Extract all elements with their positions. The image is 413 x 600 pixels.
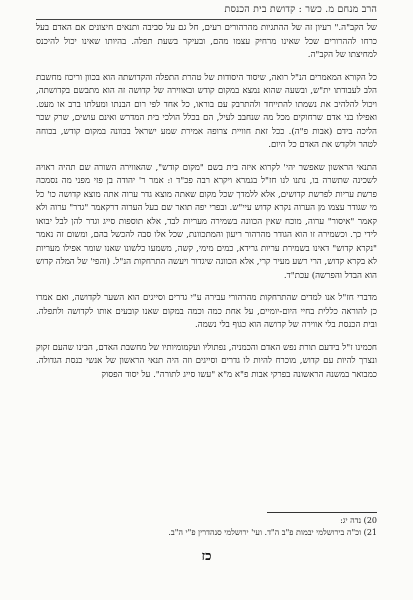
header-rule xyxy=(36,19,377,20)
footnotes xyxy=(36,515,377,539)
paragraph: כל הקורא המאמרים הנ"ל רואה, שיסוד היסודות של טהרת התפלה והקדושתה הוא בכוון וריכוז מחשבת הלב לעבודתו ית"ש, ובשעה שהוא נמצא במקום קודש ובאווירה של קדושה זה הוא מתבשם בקדושתה, ויכול להלהיב את נשמתו להתייחד ולהתרבק עם בוראו, כל אחד לפי רום הבנתו ומעלתו ברב או מעט. ואפילו בני אדם שרחוקים מכל מה שנחבב לעיל, הם בכלל הולכי בית המדרש ואינם עושים, שרק שכר הליכה בידם (אבות פ"ה). ככל זאת חוויית צרופה אמירת שמע ישראל בכוונה במקום קודש, בכוחה לטהר ולקדש את האדם כל היום. xyxy=(36,72,377,150)
paragraph: חכמינו ז"ל בידעם תורת נפש האדם והכמניה, נפתוליו ועקמומיותיו של מחשבת האדם, הבינו שהעם זקוק ונצרך להיות עם קדוש, מוכרח להיות לו גדרים וסייגים וזה היה תנאי הראשון של אנשי כנסת הגדולה. כמבואר במשנה הראשונה בפרקי אבות פ"א מ"א "עשו סייג לתורה". על יסוד הפסוק xyxy=(36,342,377,380)
body-text xyxy=(36,22,377,391)
running-head: הרב מנחם מ. כשר : קדושת בית הכנסת xyxy=(224,4,377,15)
footnote: 20) נדה יג: xyxy=(340,516,377,525)
footnote-rule xyxy=(267,512,377,513)
paragraph: מדברי חז"ל אנו למדים שהתרחקות מהרהורי עבירה ע"י גדרים וסייגים הוא השער לקדושה, ואם אמרו כן להוראה כללית בחיי היום-יומיים, על אחת כמה וכמה במקום שאנו קובעים אותו לקדושה ולתפלה. ובית הכנסת בלי אווירה של קדושה הוא כגוף בלי נשמה. xyxy=(36,293,377,330)
paragraph: של הקב"ה." רעיון זה של ההתגיות מהרהורים רעים, חל גם על סביבה ותנאים חיצונים אם האדם בעל כרחו לההרורים שכל שאינו מרחיק עצמו מהם, ובעיקר בשעת תפלה. בהיותו שאינו יכול להיכנס למחיצתו של הקב"ה. xyxy=(36,23,377,60)
page-number: כז xyxy=(201,549,212,564)
paragraph: התנאי הראשון שאפשר יהי' לקרוא איזה בית בשם "מקום קודש", שהאווירה השורה שם תהיה ראויה לשכינה שתשרה בו, נתנו לנו חז"ל בגמרא ויקרא רבה פכ"ד ו: אמר ר' יהודה בן פזי מפני מה נסמכה פרשת עריות לפרשת קדושים, אלא ללמדך שכל מקום שאתה מוצא גדר ערוה אתה מוצא קדושה כו' כל מי שגודר עצמו מן הערוה נקרא קדוש עיי"ש. ובפרי יפה תואר שם בעל הערוה דרקאמר "גדר" ערוה ולא קאמר "איסור" ערוה, מוכח שאין הכוונה בשמירה מעריות לבד, אלא תוספות סייג וגדר להן לבל יבואו לידי כך. וכשמירה זו הוא הגודר מהרהור ריעון והמתכוונת, שכל אלו סבה להכשל בהם, ומשום זה נאמר "נקרא קדוש" דאינו בשמירת עריות גרידא, כמים מימי, קשה, משמעו כלשונו שאנו שומר אפילו מעריות לא בקרא קדוש, הרי רשע מעיר קרי, אלא הכוונה שיגדור ויעשה התרחקות הנ"ל. (והפי' של המלה קדוש הוא הבדל והפרשה) עכת"ד. xyxy=(36,162,377,281)
footnote: 21) וכ"ה בירושלמי יבמות פ"ב ה"ד. ועי' ירושלמי סנהדרין פ"י ה"ב. xyxy=(168,528,377,537)
